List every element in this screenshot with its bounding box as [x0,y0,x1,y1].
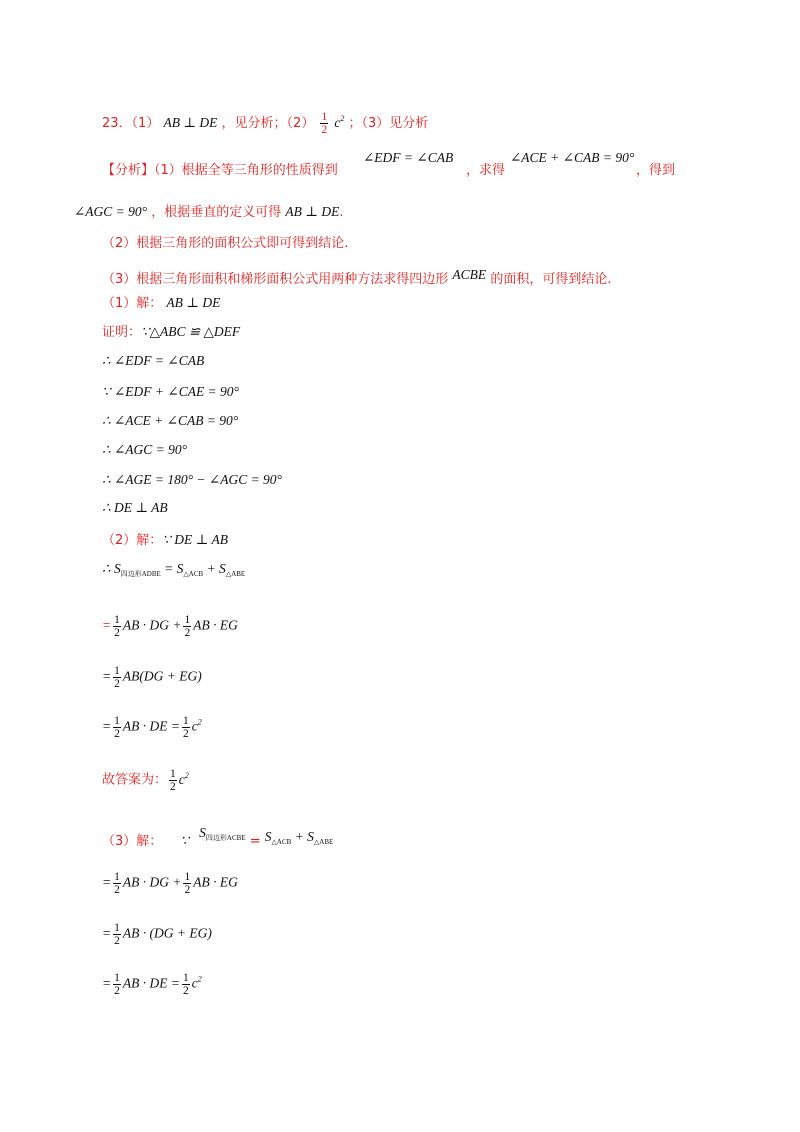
question-number: 23．（1） [102,116,160,132]
sol3-head: （3）解： ∵ $S_{四边形ACBE} = S_{\triangle ACB} + S_{\triangle ABE}$ [102,825,334,849]
sol1-head-math: AB ⊥ DE [166,295,221,310]
sol2-row-1: = $\frac{1}{2}$ AB · DG + $\frac{1}{2}$ AB · EG [102,614,238,640]
answer-text-1: ，见分析；（2） [221,116,315,132]
sol1-step-6: ∴ DE ⊥ AB [102,500,168,515]
analysis-text-3: ，得到 [636,163,676,178]
sol2-row-2: = $\frac{1}{2}$ AB(DG + EG) [102,665,202,691]
sol3-area-sum: $S_{\triangle ACB} + S_{\triangle ABE}$ [264,829,334,846]
analysis-text-2: ，求得 [466,163,506,178]
analysis-part-2: （2）根据三角形的面积公式即可得到结论. [102,236,349,251]
quadrilateral-acbe: ACBE [452,267,487,282]
half-fraction: $\frac{1}{2}$ [321,111,328,137]
sol3-row-1: = $\frac{1}{2}$ AB · DG + $\frac{1}{2}$ AB · EG [102,871,238,897]
sol1-proof-math: ∵△ABC ≌ △DEF [141,324,241,339]
sol1-step-5: ∴ ∠AGE = 180° − ∠AGC = 90° [102,472,282,487]
analysis-line-1 [102,164,338,177]
answer1-math: AB ⊥ DE [163,115,218,131]
analysis-period: . [339,205,344,220]
c-squared: $c^2$ [334,114,345,131]
answer-text-2: ；（3）见分析 [348,116,429,132]
sol2-row-3: = $\frac{1}{2}$ AB · DE = $\frac{1}{2}$ $c^2$ [102,715,202,741]
analysis-tag: 【分析】 [102,163,155,178]
sol1-proof: 证明：∵△ABC ≌ △DEF [102,324,241,340]
analysis-math-4: AB ⊥ DE [285,204,340,219]
sol3-row-2: = $\frac{1}{2}$ AB · (DG + EG) [102,922,212,948]
sol1-step-2: ∵ ∠EDF + ∠CAE = 90° [102,384,239,399]
sol2-area-sum: ∴ $S_{四边形ADBE} = S_{\triangle ACB} + S_{\triangle ABE}$ [102,561,246,578]
sol2-head-math: ∵ DE ⊥ AB [162,532,228,547]
sol1-step-4: ∴ ∠AGC = 90° [102,442,188,457]
answer-line [102,111,428,136]
sol3-row-3: = $\frac{1}{2}$ AB · DE = $\frac{1}{2}$ $c^2$ [102,972,202,998]
sol3-area-main: $S_{四边形ACBE}$ [199,825,246,842]
sol2-head: （2）解：∵ DE ⊥ AB [102,532,228,548]
analysis-part-3: （3）根据三角形面积和梯形面积公式用两种方法求得四边形 ACBE 的面积，可得到结论. [102,267,612,287]
analysis-math-3: ∠AGC = 90° [74,204,148,219]
sol1-head: （1）解： AB ⊥ DE [102,295,221,311]
sol1-step-3: ∴ ∠ACE + ∠CAB = 90° [102,413,239,428]
sol1-step-1: ∴ ∠EDF = ∠CAB [102,353,205,368]
analysis-line-2 [74,205,343,219]
analysis-math-2: ∠ACE + ∠CAB = 90° [510,150,635,165]
analysis-math-1: ∠EDF = ∠CAB [363,150,454,165]
analysis-text-1: （1）根据全等三角形的性质得到 [154,163,338,178]
analysis-text-4: ，根据垂直的定义可得 [151,205,282,220]
sol2-answer: 故答案为： $\frac{1}{2}$ $c^2$ [102,768,189,794]
